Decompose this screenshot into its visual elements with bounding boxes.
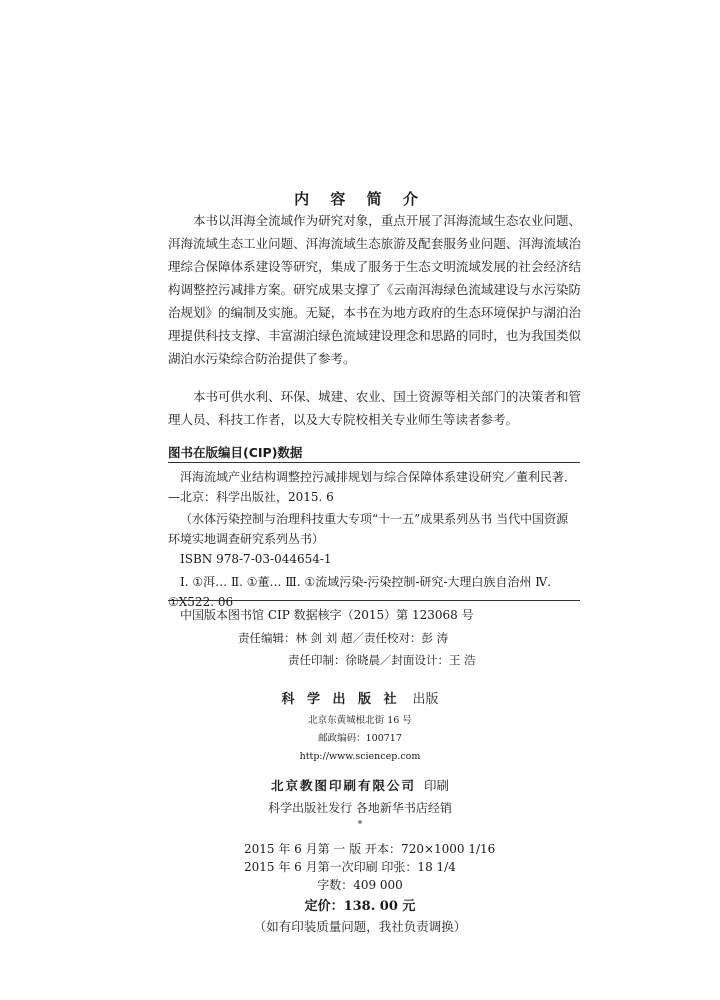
cip-bottom-divider <box>168 600 580 601</box>
price-line: 定价：138. 00 元 <box>304 899 416 914</box>
publisher-address: 北京东黄城根北街 16 号 <box>308 715 412 726</box>
printer-name: 北京教图印刷有限公司 <box>270 778 416 793</box>
separator-mark: * <box>357 820 363 830</box>
publisher-url: http://www.sciencep.com <box>299 751 421 762</box>
credits-production: 责任印制：徐晓晨／封面设计：王 浩 <box>288 653 476 667</box>
summary-title: 内 容 简 介 <box>294 190 426 208</box>
cip-series-line: （水体污染控制与治理科技重大专项“十一五”成果系列丛书 当代中国资源环境实地调查研究系列丛书） <box>168 512 569 546</box>
cip-verification: 中国版本图书馆 CIP 数据核字（2015）第 123068 号 <box>180 608 474 622</box>
publisher-postcode: 邮政编码：100717 <box>318 733 402 744</box>
quality-note: （如有印装质量问题，我社负责调换） <box>253 919 467 934</box>
summary-paragraph-2: 本书可供水利、环保、城建、农业、国土资源等相关部门的决策者和管理人员、科技工作者，以及大专院校相关专业师生等读者参考。 <box>168 389 581 427</box>
cip-classification: Ⅰ. ①洱… Ⅱ. ①董… Ⅲ. ①流域污染-污染控制-研究-大理白族自治州 Ⅳ. ①X522. 06 <box>168 575 552 609</box>
cip-title-line: 洱海流域产业结构调整控污减排规划与综合保障体系建设研究／董利民著．—北京：科学出版社，2015. 6 <box>168 470 577 504</box>
publisher-action: 出版 <box>412 692 439 707</box>
credits-editors: 责任编辑：林 剑 刘 超／责任校对：彭 涛 <box>238 631 449 645</box>
printer-line <box>0 776 720 794</box>
publisher-line <box>0 688 720 707</box>
cip-top-divider <box>168 462 580 463</box>
cip-heading: 图书在版编目(CIP)数据 <box>168 445 303 460</box>
summary-paragraph-1: 本书以洱海全流域作为研究对象，重点开展了洱海流域生态农业问题、洱海流域生态工业问题、洱海流域生态旅游及配套服务业问题、洱海流域治理综合保障体系建设等研究，集成了服务于生态文明流域发展的社会经济结构调整控污减排方案。研究成果支撑了《云南洱海绿色流域建设与水污染防治规划》的编制及实施。无疑，本书在为地方政府的生态环境保护与湖泊治理提供科技支撑、丰富湖泊绿色流域建设理念和思路的同时，也为我国类似湖泊水污染综合防治提供了参考。 <box>168 213 581 366</box>
cip-isbn: ISBN 978-7-03-044654-1 <box>180 552 332 566</box>
printing-line: 2015 年 6 月第一次印刷 印张：18 1/4 <box>244 860 456 874</box>
edition-line: 2015 年 6 月第 一 版 开本：720×1000 1/16 <box>244 842 496 856</box>
distribution-line: 科学出版社发行 各地新华书店经销 <box>268 801 452 815</box>
printer-action: 印刷 <box>424 778 450 793</box>
wordcount-line: 字数：409 000 <box>317 878 403 892</box>
publisher-name: 科 学 出 版 社 <box>281 692 401 707</box>
